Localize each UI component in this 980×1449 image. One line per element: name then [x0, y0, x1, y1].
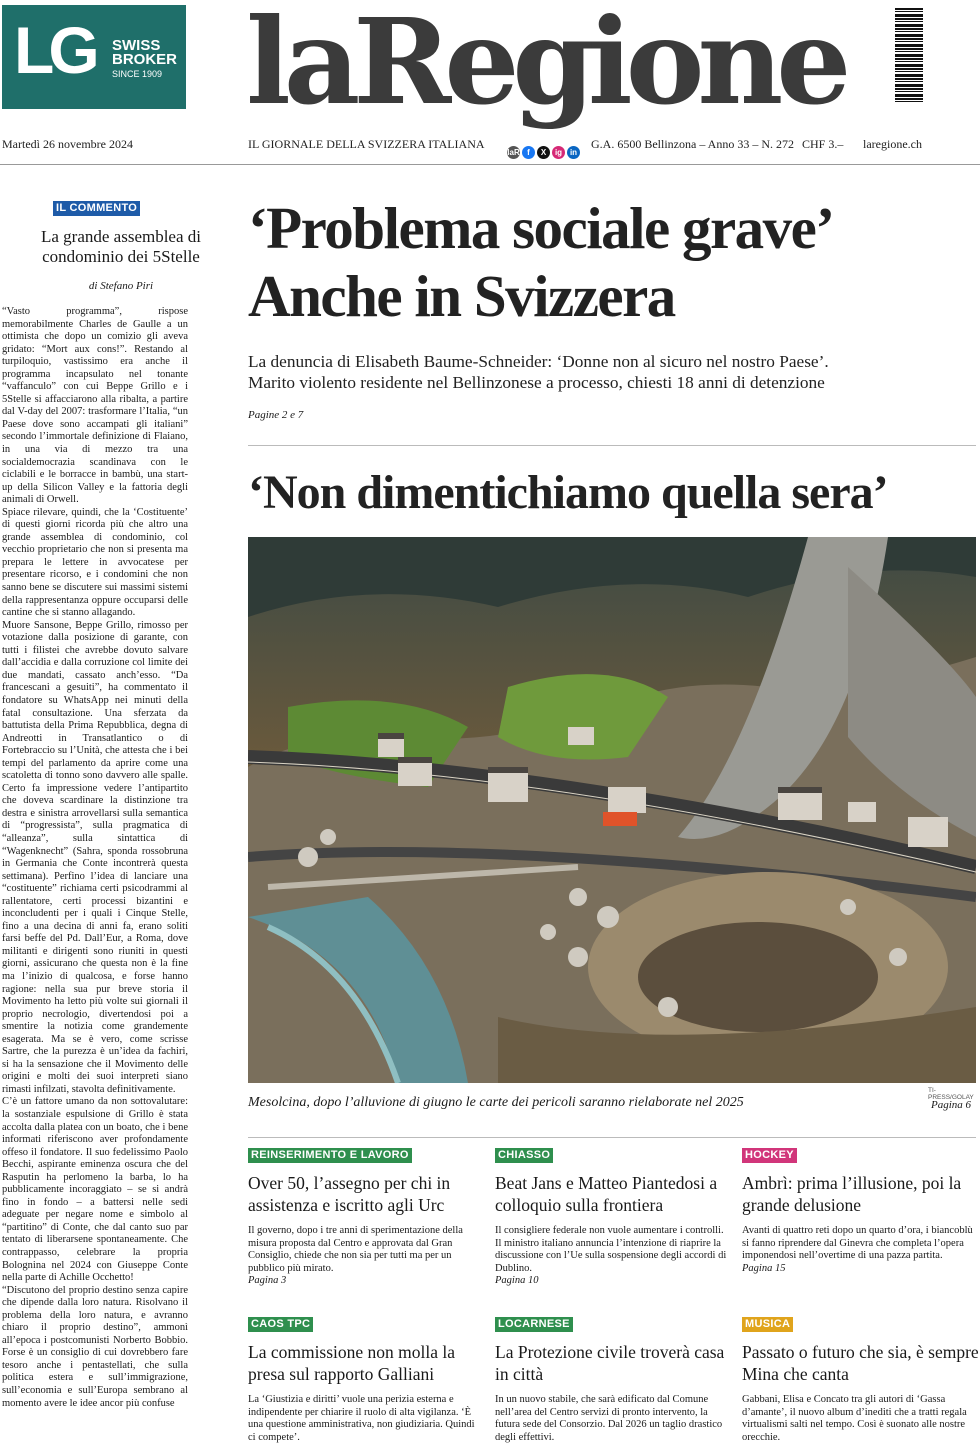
photo-story-headline[interactable]: ‘Non dimentichiamo quella sera’	[248, 466, 888, 519]
brief-page-ref: Pagina 15	[742, 1262, 786, 1274]
commentary-paragraph: Spiace rilevare, quindi, che la ‘Costituente’ di questi giorni ricorda più che altro una grande assemblea di condominio, col vecchio proprietario che non si presenta ma prepara le lettere in avvocatese per presentare ricorso, e i condomini che non sanno bene se discutere sui massimi sistemi della rappresentanza oppure occuparsi delle cantine che si stanno allagando.	[2, 506, 188, 619]
issue-date: Martedì 26 novembre 2024	[2, 137, 133, 151]
x-icon[interactable]: X	[537, 146, 550, 159]
brief-title[interactable]: Beat Jans e Matteo Piantedosi a colloquio sulla frontiera	[495, 1173, 718, 1215]
commentary-author: di Stefano Piri	[88, 280, 154, 292]
brief-title[interactable]: Passato o futuro che sia, è sempre Mina che canta	[742, 1342, 979, 1384]
brief-kicker: REINSERIMENTO E LAVORO	[248, 1148, 412, 1163]
ad-brand: SWISS BROKER	[112, 37, 178, 68]
ad-monogram: LG	[14, 13, 94, 87]
linkedin-icon[interactable]: in	[567, 146, 580, 159]
brief-page-ref: Pagina 10	[495, 1275, 539, 1287]
brief-title[interactable]: La Protezione civile troverà casa in città	[495, 1342, 725, 1384]
brief-body: Avanti di quattro reti dopo un quarto d’ora, i biancoblù si fanno riprendere dal Ginevra che completa l’opera imponendosi nell’overtime di una pazza partita. Pagina 15	[742, 1225, 973, 1274]
aerial-flood-photo	[248, 537, 976, 1083]
divider	[0, 164, 980, 165]
brief-kicker: HOCKEY	[742, 1148, 797, 1163]
brief-page-ref: Pagina 3	[248, 1275, 287, 1287]
brief-body: In un nuovo stabile, che sarà edificato dal Comune nell’area del Centro servizi di pronto intervento, la futura sede del Consorzio. Dal 2026 un taglio drastico degli effettivi.	[495, 1394, 723, 1443]
barcode-icon	[895, 8, 923, 104]
lead-page-ref: Pagine 2 e 7	[248, 409, 304, 421]
brief-kicker: CHIASSO	[495, 1148, 553, 1163]
instagram-icon[interactable]: ig	[552, 146, 565, 159]
brief-kicker: MUSICA	[742, 1317, 793, 1332]
photo-credit: TI-PRESS/GOLAY	[928, 1087, 974, 1101]
laregione-icon[interactable]: laR	[507, 148, 520, 157]
commentary-paragraph: “Discutono del proprio destino senza capire che dipende dalla loro natura. Risolvano il problema della loro natura, e avranno chiaro il proprio destino”, ammonì all’epoca i postcomunisti Norberto Bobbio. Forse è un consiglio di cui dovrebbero fare tesoro anche i pentastellati, che sulla politica estera e sull’immigrazione, sull’economia e sull’Europa sembrano al momento avere le idee ancor più confuse	[2, 1284, 188, 1409]
tagline: IL GIORNALE DELLA SVIZZERA ITALIANA	[248, 137, 485, 151]
photo-page-ref: Pagina 6	[931, 1099, 972, 1111]
lead-deck: La denuncia di Elisabeth Baume-Schneider: ‘Donne non al sicuro nel nostro Paese’. Marito violento residente nel Bellinzonese a processo, chiesti 18 anni di detenzione	[248, 352, 829, 392]
commentary-body	[2, 306, 188, 1449]
brief-body: La ‘Giustizia e diritti’ vuole una perizia esterna e indipendente per chiarire il ruolo di alta vigilanza. ‘È una questione amministrativa, non giudiziaria. Quindi ci compete’.	[248, 1394, 475, 1443]
photo-illustration	[248, 537, 976, 1083]
commentary-title[interactable]: La grande assemblea di condominio dei 5Stelle	[40, 227, 201, 266]
brief-title[interactable]: Ambrì: prima l’illusione, poi la grande delusione	[742, 1173, 962, 1215]
commentary-paragraph: Muore Sansone, Beppe Grillo, rimosso per votazione dalla posizione di garante, con tutti i filistei che avrebbe dovuto salvare dall’accidia e dalla corruzione col limite dei due mandati, cassato anch’esso. “Da francescani a gesuiti”, ha commentato il fondatore su WhatsApp nei minuti della fatal consultazione. Una sferzata da battutista della Prima Repubblica, degna di Andreotti in Transatlantico o di Fortebraccio su l’Unità, che attesta che i bei tempi del parlamento da aprire come una scatoletta di tonno sono davvero alle spalle. Certo fa impressione vedere l’antipartito che doveva scardinare la distinzione tra destra e sinistra arrovellarsi sulla semantica di “progressista”, sulla pragmatica di “alleanza”, sulla sintattica di “Wagenknecht” (Sahra, sponda rossobruna in Germania che Conte incontrerà questa settimana). Perfino l’idea di lanciare una “costituente” richiama certi psicodrammi al rallentatore, certi processi bizantini e inconcludenti per i quali i Cinque Stelle, fino a una decina di anni fa, erano soliti farsi beffe del Pd. Dall’Eur, a Roma, dove militanti e dirigenti sono riuniti in questi giorni, assicurano che questa non è la fine ma l’inizio di qualcosa, e forse hanno ragione: nella sua pur breve storia il Movimento ha letto più volte sui giornali il proprio necrologio, divertendosi poi a smentire la notizia come grandemente esagerata. Ma se è vero, come scrisse Sartre, che la purezza è un’idea da fachiri, si ha la sensazione che il Movimento delle origini e molti dei suoi interpreti siano rimasti infilzati, stavolta definitivamente.	[2, 619, 188, 1095]
commentary-kicker: IL COMMENTO	[53, 201, 140, 216]
newspaper-logo[interactable]: laRegione	[246, 0, 845, 131]
photo-caption: Mesolcina, dopo l’alluvione di giugno le carte dei pericoli saranno rielaborate nel 2025	[248, 1095, 744, 1110]
brief-title[interactable]: Over 50, l’assegno per chi in assistenza e iscritto agli Urc	[248, 1173, 451, 1215]
ad-since: SINCE 1909	[112, 69, 163, 79]
website-link[interactable]: laregione.ch	[863, 137, 922, 151]
lead-headline[interactable]: ‘Problema sociale grave’ Anche in Svizzera	[248, 195, 834, 329]
social-icons	[507, 146, 580, 159]
brief-body: Il governo, dopo i tre anni di sperimentazione della misura proposta dal Centro e approvata dal Gran Consiglio, chiede che non sia per tutti ma per un pubblico più mirato. Pagina 3	[248, 1225, 480, 1288]
brief-body: Gabbani, Elisa e Concato tra gli autori di ‘Gassa d’amante’, il nuovo album d’inediti che a tratti regala virtualismi salti nel tempo. Così è suonato alle nostre orecchie.	[742, 1394, 967, 1443]
divider	[248, 1137, 976, 1138]
issue-info: G.A. 6500 Bellinzona – Anno 33 – N. 272	[591, 137, 794, 151]
brief-kicker: CAOS TPC	[248, 1317, 313, 1332]
facebook-icon[interactable]: f	[522, 146, 535, 159]
brief-title[interactable]: La commissione non molla la presa sul rapporto Galliani	[248, 1342, 456, 1384]
brief-kicker: LOCARNESE	[495, 1317, 573, 1332]
brief-body: Il consigliere federale non vuole aumentare i controlli. Il ministro italiano annuncia l’intenzione di riaprire la discussione con l’Ue sulla sospensione degli accordi di Dublino. Pagina 10	[495, 1225, 727, 1287]
divider	[248, 445, 976, 446]
swiss-broker-ad[interactable]	[2, 5, 186, 109]
commentary-paragraph: “Vasto programma”, rispose memorabilmente Charles de Gaulle a un ottimista che dopo un comizio gli aveva gridato: “Mort aux cons!”. Restando al turpiloquio, vastissimo era anche il programma incapsulato nel tonante “vaffanculo” con cui Beppe Grillo e i 5Stelle si affacciarono alla ribalta, a partire dal V-day del 2007: trasformare l’Italia, “un Paese dove sono accampati gli italiani” secondo l’immortale definizione di Flaiano, in una via di mezzo tra una socialdemocrazia scandinava con le ciclabili e le borracce in bambù, una start-up della Silicon Valley e la fattoria degli animali di Orwell.	[2, 306, 188, 506]
commentary-paragraph: C’è un fattore umano da non sottovalutare: la sostanziale espulsione di Grillo è stata accolta dalla platea con un boato, che i bene informati riferiscono aver profondamente offeso il fondatore. Il suo fedelissimo Paolo Becchi, aspirante eminenza oscura che del Rasputin ha perlomeno la barba, lo ha pubblicamente incoraggiato – se si andrà fino in fondo – a battersi nelle sedi adeguate per negare nome e simbolo al “partitino” di Conte, che dal canto suo par tentato di liberarsene spontaneamente. Che contrappasso, celebrare la propria Bolognina nel 2024 con Giuseppe Conte nella parte di Achille Occhetto!	[2, 1096, 188, 1284]
price: CHF 3.–	[802, 137, 844, 151]
